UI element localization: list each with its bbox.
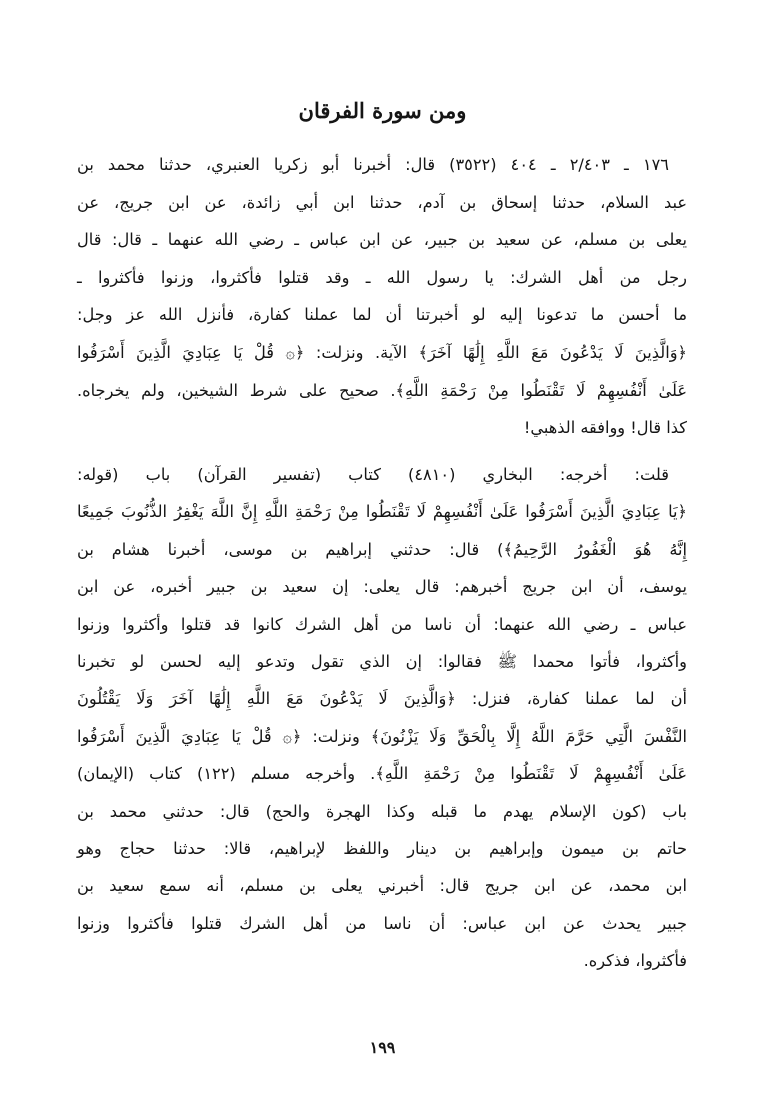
text-line: كذا قال! ووافقه الذهبي! [523,418,687,438]
text-line: إِنَّهُ هُوَ الْغَفُورُ الرَّحِيمُ﴾) قال: حدثني إبراهيم بن موسى، أخبرنا هشام بن [77,539,687,559]
quran-verse-line: عَلَىٰ أَنْفُسِهِمْ لَا تَقْنَطُوا مِنْ رَحْمَةِ اللَّهِ﴾. وأخرجه مسلم (١٢٢) كتاب (الإيمان) [77,764,687,784]
text-line: رجل من أهل الشرك: يا رسول الله ـ وقد قتلوا فأكثروا، وزنوا فأكثروا ـ [77,267,687,287]
quran-verse-line: عَلَىٰ أَنْفُسِهِمْ لَا تَقْنَطُوا مِنْ رَحْمَةِ اللَّهِ﴾. صحيح على شرط الشيخين، ولم يخرجاه. [77,380,687,400]
text-line: يوسف، أن ابن جريج أخبرهم: قال يعلى: إن سعيد بن جبير أخبره، عن ابن [77,577,687,597]
quran-verse-line: ﴿وَالَّذِينَ لَا يَدْعُونَ مَعَ اللَّهِ إِلَٰهًا آخَرَ﴾ الآية. ونزلت: ﴿۞ قُلْ يَا عِبَادِيَ الَّذِينَ أَسْرَفُوا [77,342,687,362]
hadith-paragraph [77,146,687,447]
text-line: باب (كون الإسلام يهدم ما قبله وكذا الهجرة والحج) قال: حدثني محمد بن [77,801,687,821]
text-line: عبد السلام، حدثنا إسحاق بن آدم، حدثنا ابن أبي زائدة، عن ابن جريج، عن [77,192,687,212]
quran-verse-line: النَّفْسَ الَّتِي حَرَّمَ اللَّهُ إِلَّا بِالْحَقِّ وَلَا يَزْنُونَ﴾ ونزلت: ﴿۞ قُلْ يَا عِبَادِيَ الَّذِينَ أَسْرَفُوا [77,726,687,746]
text-line: أن لما عملنا كفارة، فنزل: ﴿وَالَّذِينَ لَا يَدْعُونَ مَعَ اللَّهِ إِلَٰهًا آخَرَ وَلَا يَقْتُلُونَ [77,689,687,709]
text-line: عباس ـ رضي الله عنهما: أن ناسا من أهل الشرك كانوا قد قتلوا وأكثروا وزنوا [77,614,687,634]
text-line: ابن محمد، عن ابن جريج قال: أخبرني يعلى بن مسلم، أنه سمع سعيد بن [77,876,687,896]
chapter-heading: ومن سورة الفرقان [298,98,467,123]
text-line: قلت: أخرجه: البخاري (٤٨١٠) كتاب (تفسير القرآن) باب (قوله: [77,465,669,484]
quran-verse-line: ﴿يَا عِبَادِيَ الَّذِينَ أَسْرَفُوا عَلَىٰ أَنْفُسِهِمْ لَا تَقْنَطُوا مِنْ رَحْمَةِ اللَّهِ إِنَّ اللَّهَ يَغْفِرُ الذُّنُوبَ جَمِيعًا [77,502,687,522]
text-line: جبير يحدث عن ابن عباس: أن ناسا من أهل الشرك قتلوا فأكثروا وزنوا [77,913,687,933]
text-line: ما أحسن ما تدعونا إليه لو أخبرتنا أن لما عملنا كفارة، فأنزل الله عز وجل: [77,305,687,325]
text-line: فأكثروا، فذكره. [583,951,687,971]
text-line: ١٧٦ ـ ٢/٤٠٣ ـ ٤٠٤ (٣٥٢٢) قال: أخبرنا أبو زكريا العنبري، حدثنا محمد بن [77,155,669,174]
text-line: يعلى بن مسلم، عن سعيد بن جبير، عن ابن عباس ـ رضي الله عنهما ـ قال: قال [77,230,687,250]
page-number: ١٩٩ [369,1038,396,1057]
commentary-paragraph [77,456,687,980]
text-line: وأكثروا، فأتوا محمدا ﷺ فقالوا: إن الذي تقول وتدعو إليه لحسن لو تخبرنا [77,652,687,672]
text-line: حاتم بن ميمون وإبراهيم بن دينار واللفظ لإبراهيم، قالا: حدثنا حجاج وهو [77,839,687,859]
